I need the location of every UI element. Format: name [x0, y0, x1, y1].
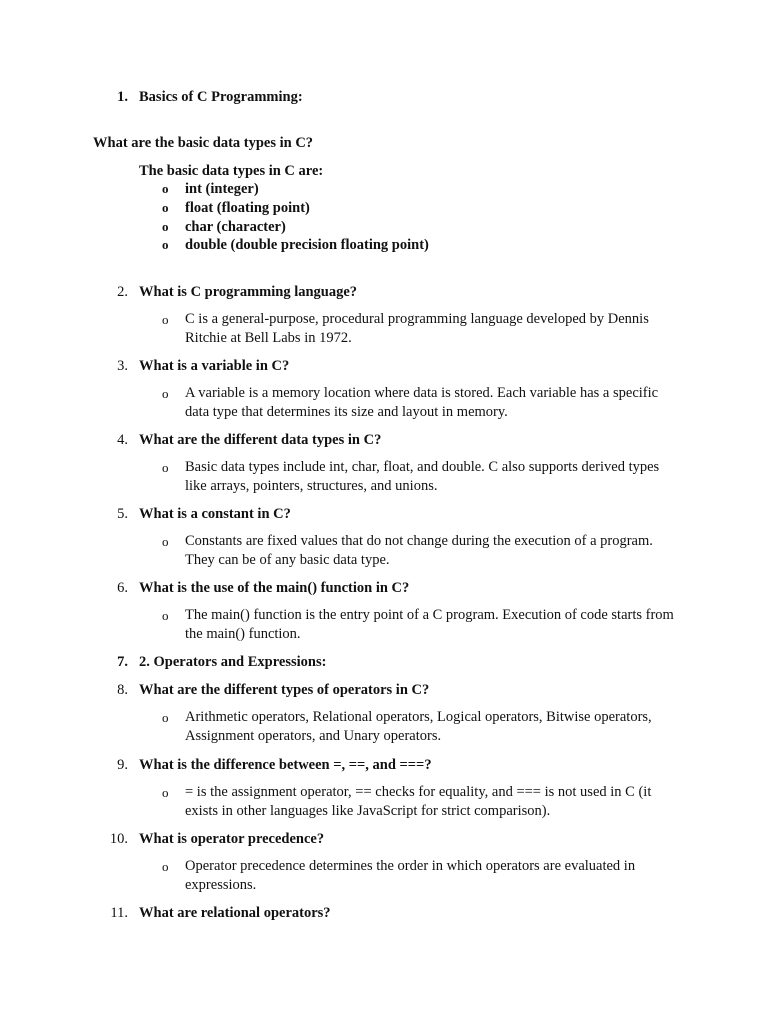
question-number: 11.: [110, 905, 128, 921]
question-text: What is a constant in C?: [139, 506, 291, 522]
bullet-icon: o: [162, 785, 169, 800]
question-number: 3.: [117, 358, 128, 374]
question-number: 8.: [117, 682, 128, 698]
section-1-title: Basics of C Programming:: [139, 89, 303, 105]
answer-text: Basic data types include int, char, float, and double. C also supports derived types like arrays, pointers, structures, and unions.: [185, 459, 660, 494]
section-1-number: 1.: [117, 89, 128, 105]
bullet-icon: o: [162, 608, 169, 623]
question-text: What is a variable in C?: [139, 358, 290, 374]
intro-answer-heading: The basic data types in C are:: [139, 163, 324, 179]
bullet-icon: o: [162, 859, 169, 874]
answer-text: Constants are fixed values that do not change during the execution of a program. They can be of any basic data type.: [185, 533, 653, 568]
bullet-icon: o: [162, 181, 169, 196]
question-text: What is the difference between =, ==, and ===?: [139, 757, 432, 773]
data-type-item: int (integer): [185, 181, 259, 197]
question-number: 5.: [117, 506, 128, 522]
question-number: 6.: [117, 580, 128, 596]
intro-question: What are the basic data types in C?: [93, 135, 314, 151]
question-text: What is C programming language?: [139, 284, 358, 300]
question-text: What is the use of the main() function in C?: [139, 580, 410, 596]
data-type-item: float (floating point): [185, 200, 310, 216]
section-heading: 2. Operators and Expressions:: [139, 654, 327, 670]
data-type-item: double (double precision floating point): [185, 237, 429, 253]
bullet-icon: o: [162, 237, 169, 252]
answer-text: Operator precedence determines the order in which operators are evaluated in expressions.: [185, 858, 636, 893]
question-number: 9.: [117, 757, 128, 773]
bullet-icon: o: [162, 534, 169, 549]
question-text: What are the different types of operators in C?: [139, 682, 430, 698]
answer-text: A variable is a memory location where data is stored. Each variable has a specific data type that determines its size and layout in memory.: [185, 385, 659, 420]
bullet-icon: o: [162, 386, 169, 401]
bullet-icon: o: [162, 200, 169, 215]
answer-text: The main() function is the entry point of a C program. Execution of code starts from the main() function.: [185, 607, 674, 642]
answer-text: C is a general-purpose, procedural programming language developed by Dennis Ritchie at Bell Labs in 1972.: [185, 311, 649, 346]
question-number: 2.: [117, 284, 128, 300]
data-type-item: char (character): [185, 219, 286, 235]
answer-text: Arithmetic operators, Relational operators, Logical operators, Bitwise operators, Assignment operators, and Unary operators.: [185, 709, 652, 744]
question-text: What is operator precedence?: [139, 831, 325, 847]
bullet-icon: o: [162, 219, 169, 234]
question-number: 4.: [117, 432, 128, 448]
question-text: What are the different data types in C?: [139, 432, 382, 448]
bullet-icon: o: [162, 460, 169, 475]
question-number: 7.: [117, 654, 128, 670]
bullet-icon: o: [162, 710, 169, 725]
bullet-icon: o: [162, 312, 169, 327]
question-number: 10.: [109, 831, 128, 847]
question-text: What are relational operators?: [139, 905, 331, 921]
answer-text: = is the assignment operator, == checks for equality, and === is not used in C (it exists in other languages like JavaScript for strict comparison).: [185, 784, 652, 819]
